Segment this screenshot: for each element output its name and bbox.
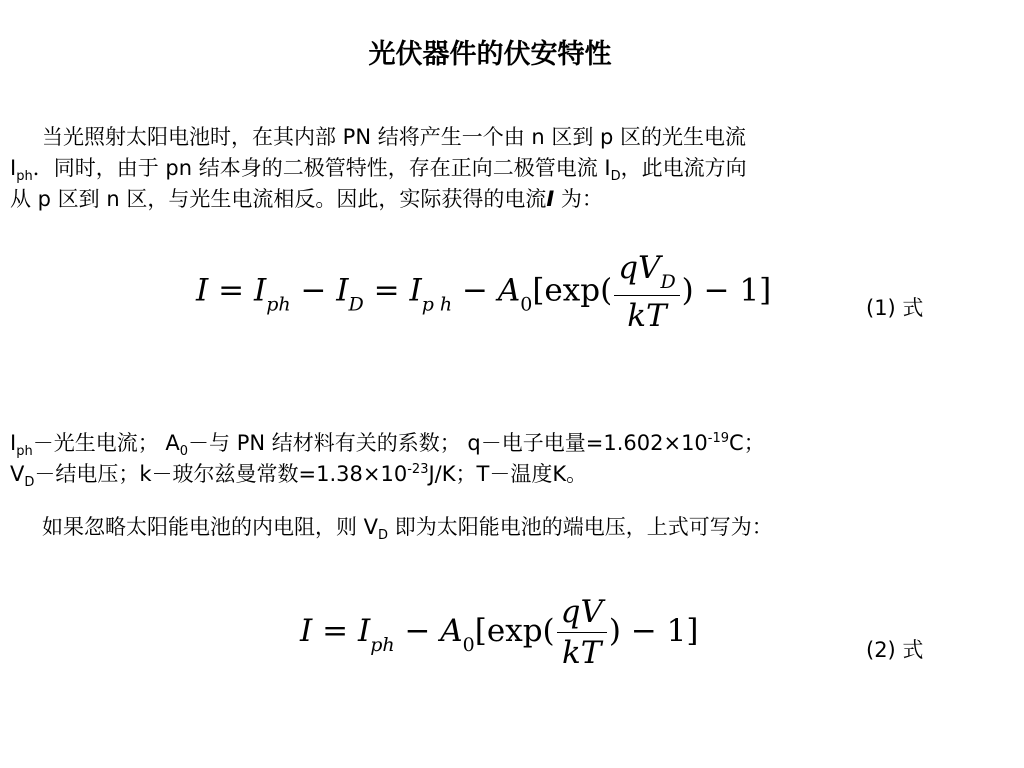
eq1-num-text: qV — [618, 250, 661, 286]
paragraph-2-tail: 即为太阳能电池的端电压，上式可写为： — [388, 515, 773, 539]
eq2-fraction — [557, 594, 607, 671]
intro-line-2-tail: ，此电流方向 — [620, 156, 747, 180]
current-symbol: I — [10, 156, 17, 180]
eq1-equals-2: = — [363, 272, 410, 309]
eq1-tail: ) − 1] — [681, 272, 772, 309]
definitions-line-2 — [10, 459, 1010, 490]
eq1-A: A — [497, 272, 521, 309]
page-title: 光伏器件的伏安特性 — [368, 39, 612, 70]
def-k-unit: J/K；T－温度K。 — [428, 462, 588, 486]
eq2-Iph: I — [357, 613, 371, 649]
paragraph-2-text: 如果忽略太阳能电池的内电阻，则 V — [42, 515, 379, 539]
paragraph-2 — [10, 512, 1010, 543]
def-q-unit: C； — [729, 431, 765, 455]
eq2-minus: − — [394, 613, 441, 649]
paragraph-2-sub: D — [378, 528, 389, 544]
eq1-minus: − — [290, 272, 337, 309]
intro-line-2-text: ．同时，由于 pn 结本身的二极管特性，存在正向二极管电流 I — [32, 156, 611, 180]
eq2-equals: = — [312, 613, 358, 649]
current-subscript: ph — [16, 169, 33, 185]
eq2-Iph-sub: ph — [370, 634, 395, 656]
eq1-Iph: I — [253, 272, 267, 309]
def-VD-sub: D — [24, 475, 35, 491]
eq2-tail: ) − 1] — [608, 613, 699, 649]
eq1-I: I — [196, 272, 209, 309]
eq2-A: A — [440, 613, 463, 649]
eq1-denominator — [614, 296, 679, 334]
eq1-ID: I — [336, 272, 349, 309]
intro-line-3 — [10, 184, 1010, 215]
eq1-A-sub: 0 — [520, 293, 533, 316]
eq1-fraction — [614, 250, 679, 334]
diode-subscript: D — [610, 169, 621, 185]
eq1-numerator — [614, 250, 679, 296]
def-A0-text: －与 PN 结材料有关的系数； q－电子电量=1.602×10 — [188, 431, 708, 455]
def-k-exponent: -23 — [407, 462, 429, 477]
eq2-numerator — [557, 594, 607, 633]
eq1-Iph-sub: ph — [266, 293, 291, 316]
intro-paragraph — [10, 122, 1010, 215]
paragraph-2-line — [10, 512, 1010, 543]
intro-line-1: 当光照射太阳电池时，在其内部 PN 结将产生一个由 n 区到 p 区的光生电流 — [42, 125, 747, 149]
eq1-equals: = — [208, 272, 254, 309]
definitions-line-1 — [10, 428, 1010, 459]
eq2-exp-open: [exp( — [474, 613, 555, 649]
equation-2-label: (2) 式 — [866, 638, 924, 662]
eq1-exp-open: [exp( — [532, 272, 613, 309]
def-VD-text: －结电压；k－玻尔兹曼常数=1.38×10 — [34, 462, 408, 486]
eq1-num-sub: D — [660, 271, 676, 293]
def-q-exponent: -19 — [707, 431, 730, 446]
equation-1 — [196, 250, 771, 334]
eq2-den-text: kT — [562, 635, 602, 671]
current-variable: I — [546, 187, 555, 211]
equation-1-label: (1) 式 — [866, 296, 924, 320]
eq1-den-text: kT — [627, 298, 667, 334]
eq1-Ip-sub: p h — [421, 293, 453, 316]
equation-2 — [300, 594, 698, 671]
eq1-minus-2: − — [452, 272, 498, 309]
def-VD: V — [10, 462, 25, 486]
eq2-I: I — [300, 613, 313, 649]
def-Iph-sub: ph — [16, 444, 33, 460]
eq2-num-text: qV — [560, 594, 603, 630]
intro-line-3-text: 从 p 区到 n 区，与光生电流相反。因此，实际获得的电流 — [10, 187, 547, 211]
intro-line-3-tail: 为： — [554, 187, 603, 211]
intro-line-2 — [10, 153, 1010, 184]
def-A0-sub: 0 — [179, 444, 189, 460]
eq1-Ip: I — [409, 272, 422, 309]
eq2-A-sub: 0 — [462, 634, 475, 656]
def-Iph-text: －光生电流； A — [32, 431, 180, 455]
definitions — [10, 428, 1010, 490]
def-Iph: I — [10, 431, 17, 455]
eq1-ID-sub: D — [348, 293, 364, 316]
eq2-denominator — [557, 633, 607, 671]
